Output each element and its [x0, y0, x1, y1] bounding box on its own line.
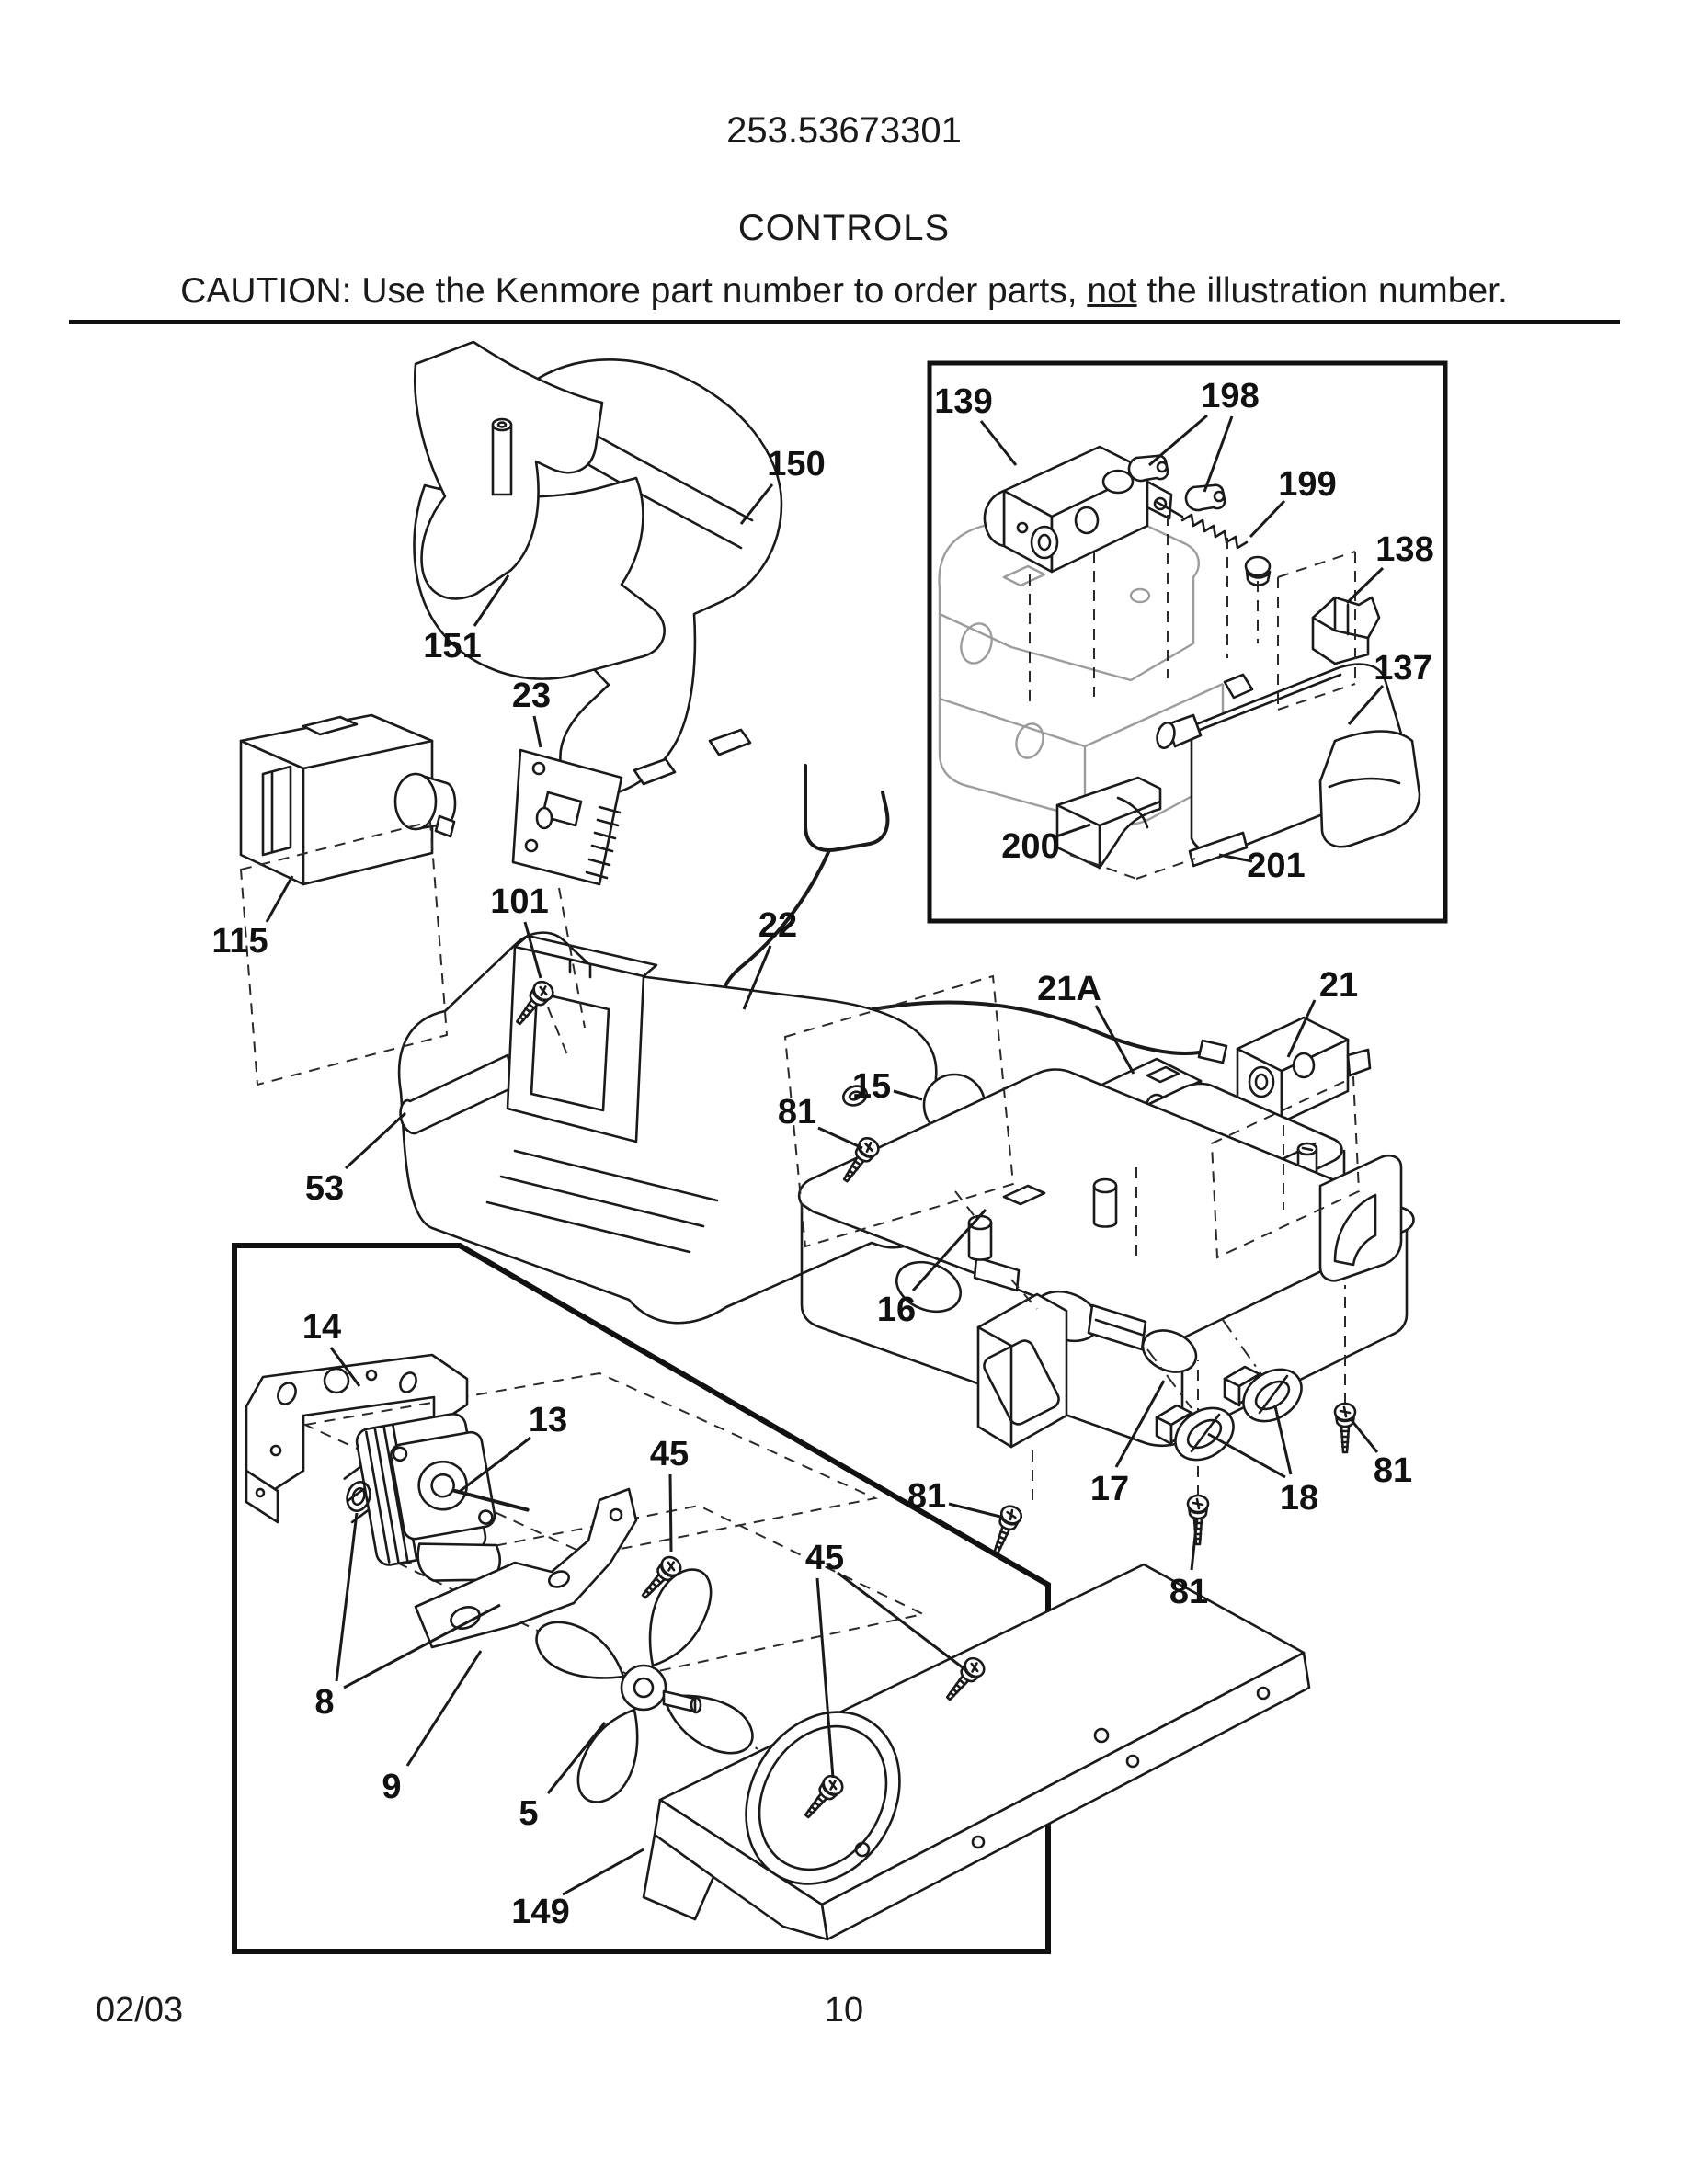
part-200-duct	[1057, 778, 1160, 868]
callout-15: 15	[851, 1067, 892, 1106]
caution-prefix: CAUTION: Use the Kenmore part number to order parts,	[180, 271, 1088, 311]
callout-101: 101	[490, 882, 549, 921]
callout-5: 5	[519, 1794, 539, 1833]
leader-line-199	[1250, 501, 1284, 537]
callout-137: 137	[1374, 649, 1432, 688]
part-115-damper	[241, 715, 455, 884]
page-title: CONTROLS	[737, 208, 951, 248]
callout-139: 139	[934, 382, 993, 421]
leader-line-115	[267, 876, 292, 922]
leader-line-139	[981, 421, 1016, 465]
caution-underlined: not	[1087, 271, 1137, 311]
leader-line-21A	[1096, 1006, 1134, 1074]
callout-53: 53	[304, 1169, 345, 1208]
footer-date: 02/03	[96, 1991, 184, 2030]
leader-line-198	[1204, 416, 1232, 492]
leader-line-23	[534, 716, 541, 747]
callout-45: 45	[804, 1539, 845, 1577]
leader-line-138	[1347, 568, 1383, 603]
leader-line-53	[346, 1113, 405, 1168]
callout-81: 81	[1169, 1573, 1209, 1611]
callout-45: 45	[649, 1435, 690, 1473]
leader-line-45	[838, 1573, 967, 1671]
callout-16: 16	[876, 1291, 917, 1329]
part-149-fan-shroud	[644, 1564, 1309, 1939]
leader-line-18	[1208, 1434, 1285, 1477]
part-199-spring-screw	[1157, 502, 1270, 586]
knob-icon	[1225, 1359, 1311, 1431]
model-number: 253.53673301	[726, 110, 962, 151]
callout-150: 150	[767, 445, 826, 483]
callout-199: 199	[1278, 465, 1337, 504]
part-housing-corner	[978, 1294, 1066, 1447]
leader-line-9	[407, 1651, 481, 1766]
callout-18: 18	[1279, 1479, 1319, 1518]
callout-81: 81	[1373, 1451, 1413, 1490]
leader-line-81	[949, 1504, 1000, 1517]
callout-201: 201	[1247, 847, 1306, 885]
screw-icon	[987, 1504, 1023, 1556]
callout-81: 81	[907, 1477, 947, 1516]
callout-198: 198	[1201, 377, 1260, 415]
callout-8: 8	[314, 1683, 335, 1722]
callout-81: 81	[777, 1093, 817, 1132]
callout-138: 138	[1375, 530, 1434, 569]
part-138-clip	[1313, 597, 1379, 664]
leader-line-81	[1352, 1420, 1377, 1452]
leader-line-45	[670, 1474, 671, 1552]
screw-icon	[1335, 1404, 1355, 1452]
callout-22: 22	[758, 906, 798, 945]
callout-115: 115	[211, 922, 268, 961]
callout-21: 21	[1318, 966, 1359, 1005]
part-137-tank	[1155, 665, 1420, 853]
leader-line-8	[336, 1513, 357, 1681]
callout-21A: 21A	[1037, 970, 1101, 1008]
caution-suffix: the illustration number.	[1136, 271, 1508, 311]
knob-icon	[1157, 1397, 1243, 1470]
leader-line-149	[563, 1849, 644, 1894]
part-53-bracket	[399, 933, 936, 1324]
callout-17: 17	[1089, 1470, 1130, 1508]
part-18-knobs	[1157, 1359, 1311, 1470]
callout-9: 9	[382, 1768, 402, 1806]
callout-14: 14	[302, 1308, 342, 1347]
leader-line-198	[1149, 415, 1207, 465]
callout-23: 23	[511, 677, 552, 715]
callout-151: 151	[423, 627, 482, 665]
footer-page-number: 10	[824, 1991, 864, 2030]
callout-149: 149	[511, 1893, 570, 1931]
callout-200: 200	[1001, 827, 1060, 866]
callout-13: 13	[528, 1401, 568, 1439]
